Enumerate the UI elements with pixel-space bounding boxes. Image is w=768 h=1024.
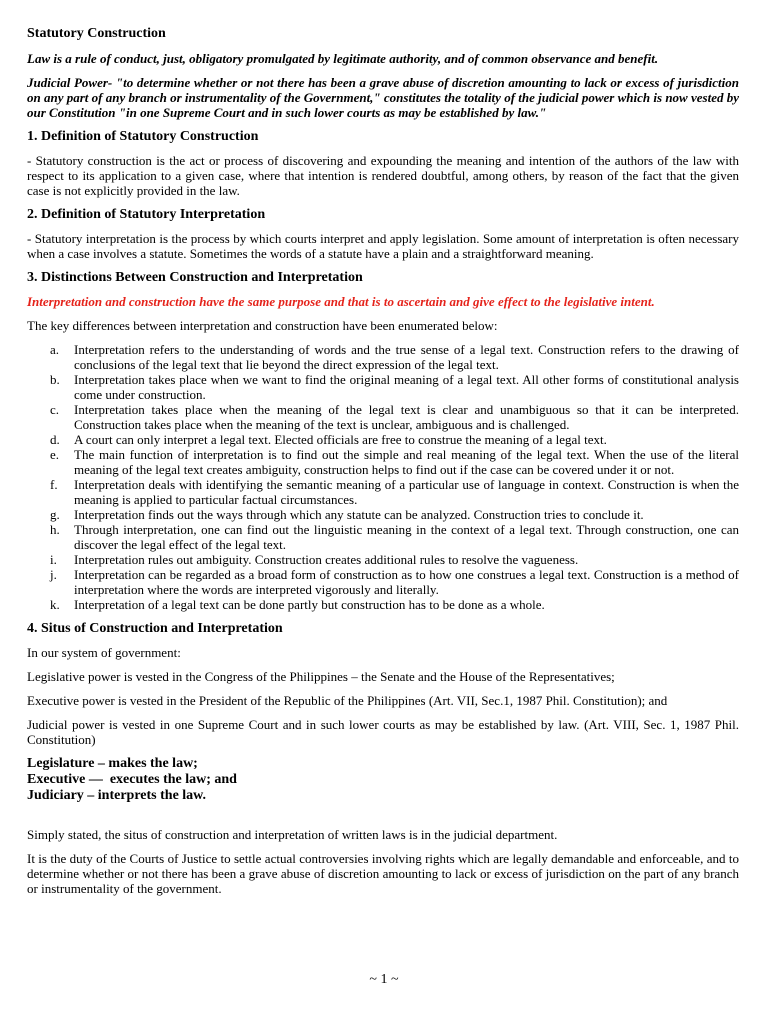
list-item: [27, 372, 739, 402]
list-marker: a.: [50, 342, 60, 357]
section-2-text: - Statutory interpretation is the process by which courts interpret and apply legislation. Some amount of interpretation is often necessary when a case involves a statute. Sometimes the words of a statute have a plain and a straightforward meaning.: [27, 231, 739, 261]
list-marker: k.: [50, 597, 60, 612]
executive-line: Executive — executes the law; and: [27, 772, 237, 787]
list-item-text: Interpretation takes place when the meaning of the legal text is clear and unambiguous so that it can be interpreted. Construction takes place when the meaning of the text is unclear, ambiguous and is challenged.: [74, 402, 739, 432]
list-marker: f.: [50, 477, 58, 492]
list-item-text: Interpretation rules out ambiguity. Construction creates additional rules to resolve the vagueness.: [74, 552, 579, 567]
document-title: Statutory Construction: [27, 26, 166, 41]
law-definition: Law is a rule of conduct, just, obligatory promulgated by legitimate authority, and of common observance and benefit.: [27, 51, 659, 66]
list-item: [27, 522, 739, 552]
list-item: [27, 507, 739, 522]
list-marker: b.: [50, 372, 60, 387]
list-marker: h.: [50, 522, 60, 537]
section-3-highlight: Interpretation and construction have the same purpose and that is to ascertain and give effect to the legislative intent.: [27, 294, 655, 309]
section-3-intro: The key differences between interpretation and construction have been enumerated below:: [27, 318, 498, 333]
list-marker: j.: [50, 567, 57, 582]
judiciary-line: Judiciary – interprets the law.: [27, 788, 207, 803]
list-item: [27, 402, 739, 432]
judicial-power-definition: Judicial Power- "to determine whether or not there has been a grave abuse of discretion amounting to lack or excess of jurisdiction on any part of any branch or instrumentality of the Government," constitutes the totality of the judicial power which is now vested by our Constitution "in one Supreme Court and in such lower courts as may be established by law.": [27, 75, 739, 120]
section-1-heading: 1. Definition of Statutory Construction: [27, 129, 259, 144]
section-4-intro: In our system of government:: [27, 645, 181, 660]
branches-summary: [27, 756, 739, 804]
list-item: [27, 432, 739, 447]
section-1-text: - Statutory construction is the act or process of discovering and expounding the meaning and intention of the authors of the law with respect to its application to a given case, where that intention is rendered doubtful, among others, by reason of the fact that the given case is not explicitly provided in the law.: [27, 153, 739, 198]
list-item-text: Interpretation deals with identifying the semantic meaning of a particular use of language in context. Construction is when the meaning is applied to particular factual circumstances.: [74, 477, 739, 507]
section-3-heading: 3. Distinctions Between Construction and Interpretation: [27, 270, 363, 285]
page-number: ~ 1 ~: [369, 972, 399, 987]
executive-power-text: Executive power is vested in the President of the Republic of the Philippines (Art. VII, Sec.1, 1987 Phil. Constitution); and: [27, 693, 668, 708]
list-item-text: Interpretation refers to the understanding of words and the true sense of a legal text. Construction refers to the drawing of conclusions of the legal text that lie beyond the direct expression of the legal text.: [74, 342, 739, 372]
list-item: [27, 567, 739, 597]
list-item-text: A court can only interpret a legal text. Elected officials are free to construe the meaning of a legal text.: [74, 432, 607, 447]
list-item-text: Interpretation can be regarded as a broad form of construction as to how one construes a legal text. Construction is a method of interpretation where the words are interpreted vigorously and literally.: [74, 567, 739, 597]
list-item: [27, 342, 739, 372]
situs-summary-text: Simply stated, the situs of construction and interpretation of written laws is in the judicial department.: [27, 827, 558, 842]
list-marker: d.: [50, 432, 60, 447]
differences-list: [27, 342, 739, 612]
section-4-heading: 4. Situs of Construction and Interpretation: [27, 621, 283, 636]
list-marker: c.: [50, 402, 60, 417]
document-page: [27, 26, 739, 905]
list-item-text: Interpretation of a legal text can be done partly but construction has to be done as a whole.: [74, 597, 545, 612]
list-item: [27, 447, 739, 477]
list-item-text: The main function of interpretation is to find out the simple and real meaning of the legal text. When the use of the literal meaning of the legal text creates ambiguity, construction helps to find out if the case can be covered under it or not.: [74, 447, 739, 477]
list-marker: e.: [50, 447, 60, 462]
list-marker: g.: [50, 507, 60, 522]
list-item-text: Through interpretation, one can find out the linguistic meaning in the context of a legal text. Through construction, one can discover the legal effect of the legal text.: [74, 522, 739, 552]
legislature-line: Legislature – makes the law;: [27, 756, 198, 771]
list-item: [27, 597, 739, 612]
courts-duty-text: It is the duty of the Courts of Justice to settle actual controversies involving rights which are legally demandable and enforceable, and to determine whether or not there has been a grave abuse of discretion amounting to lack or excess of jurisdiction on the part of any branch or instrumentality of the government.: [27, 851, 739, 896]
list-marker: i.: [50, 552, 57, 567]
judicial-power-text: Judicial power is vested in one Supreme Court and in such lower courts as may be established by law. (Art. VIII, Sec. 1, 1987 Phil. Constitution): [27, 717, 739, 747]
list-item: [27, 552, 739, 567]
list-item-text: Interpretation takes place when we want to find the original meaning of a legal text. All other forms of constitutional analysis come under construction.: [74, 372, 739, 402]
legislative-power-text: Legislative power is vested in the Congress of the Philippines – the Senate and the House of the Representatives;: [27, 669, 615, 684]
list-item-text: Interpretation finds out the ways through which any statute can be analyzed. Construction tries to conclude it.: [74, 507, 644, 522]
section-2-heading: 2. Definition of Statutory Interpretation: [27, 207, 266, 222]
list-item: [27, 477, 739, 507]
